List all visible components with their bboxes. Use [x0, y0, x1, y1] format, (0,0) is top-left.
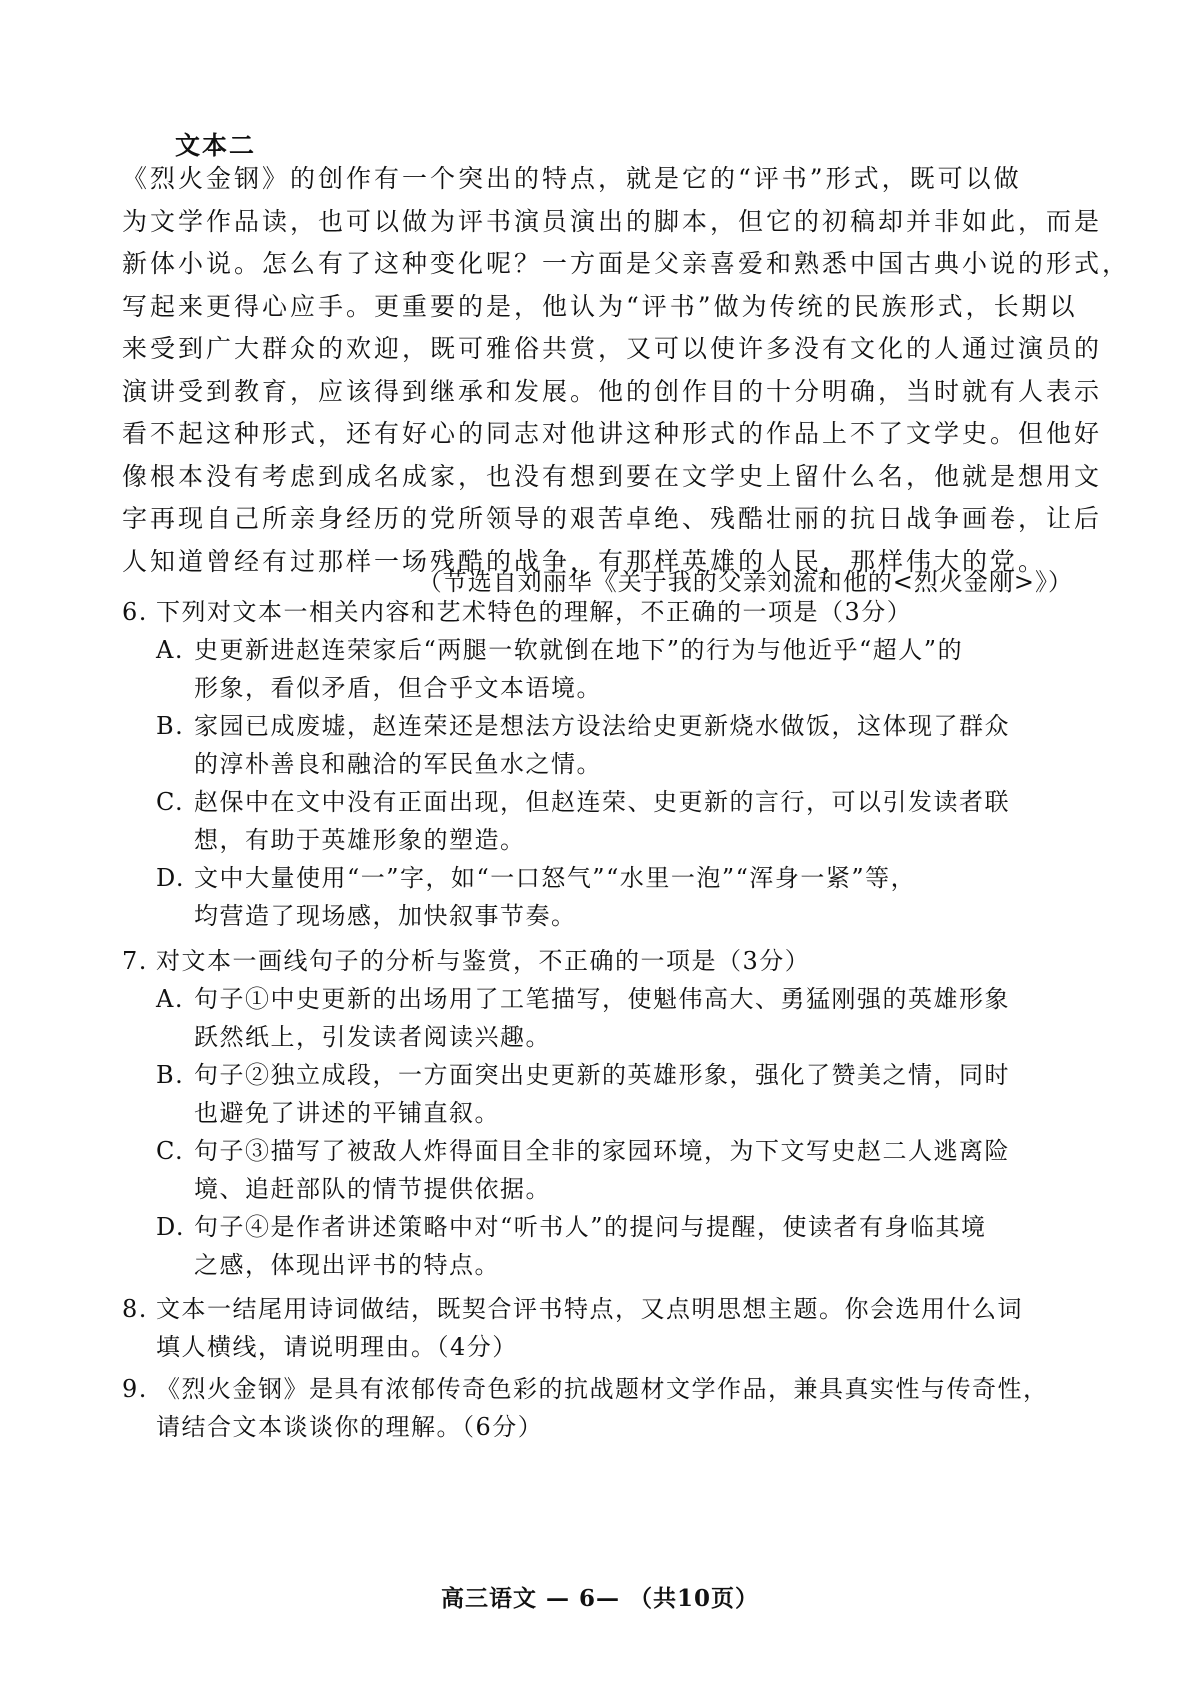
option-text: 句子④是作者讲述策略中对“听书人”的提问与提醒，使读者有身临其境: [194, 1213, 987, 1241]
passage-line: 人知道曾经有过那样一场残酷的战争，有那样英雄的人民，那样伟大的党。: [122, 546, 1047, 576]
option-text: 也避免了讲述的平铺直叙。: [194, 1099, 500, 1127]
passage-line: 新体小说。怎么有了这种变化呢？一方面是父亲喜爱和熟悉中国古典小说的形式，: [122, 249, 1131, 278]
passage-line: 写起来更得心应手。更重要的是，他认为“评书”做为传统的民族形式，长期以: [122, 291, 1078, 321]
passage-line: 像根本没有考虑到成名成家，也没有想到要在文学史上留什么名，他就是想用文: [122, 461, 1103, 491]
option-text: 跃然纸上，引发读者阅读兴趣。: [194, 1023, 551, 1051]
passage-line: 为文学作品读，也可以做为评书演员演出的脚本，但它的初稿却并非如此，而是: [122, 206, 1103, 236]
option-a: [156, 980, 1010, 1056]
question-stem: 请结合文本谈谈你的理解。（6分）: [156, 1413, 544, 1441]
question-6: [122, 593, 1010, 935]
question-number: 6.: [122, 598, 148, 626]
option-b: [156, 1056, 1010, 1132]
passage-line: 演讲受到教育，应该得到继承和发展。他的创作目的十分明确，当时就有人表示: [122, 376, 1103, 406]
option-text: 赵保中在文中没有正面出现，但赵连荣、史更新的言行，可以引发读者联: [194, 788, 1010, 816]
option-letter: D.: [156, 864, 186, 892]
section-heading: 文本二: [175, 131, 257, 160]
question-number: 9.: [122, 1375, 148, 1403]
passage-line: 字再现自己所亲身经历的党所领导的艰苦卓绝、残酷壮丽的抗日战争画卷，让后: [122, 504, 1103, 533]
passage-line: 来受到广大群众的欢迎，既可雅俗共赏，又可以使许多没有文化的人通过演员的: [122, 334, 1103, 363]
option-text: 句子③描写了被敌人炸得面目全非的家园环境，为下文写史赵二人逃离险: [194, 1137, 1010, 1165]
option-text: 想，有助于英雄形象的塑造。: [194, 826, 526, 854]
question-8: [122, 1290, 1023, 1366]
option-text: 句子②独立成段，一方面突出史更新的英雄形象，强化了赞美之情，同时: [194, 1061, 1010, 1089]
option-text: 形象，看似矛盾，但合乎文本语境。: [194, 674, 602, 702]
question-9: [122, 1370, 1049, 1446]
question-stem: 《烈火金钢》是具有浓郁传奇色彩的抗战题材文学作品，兼具真实性与传奇性，: [156, 1375, 1049, 1403]
option-letter: C.: [156, 1137, 185, 1165]
option-letter: A.: [156, 985, 184, 1013]
option-letter: C.: [156, 788, 185, 816]
option-text: 均营造了现场感，加快叙事节奏。: [194, 902, 577, 930]
option-text: 境、追赶部队的情节提供依据。: [194, 1175, 551, 1203]
option-a: [156, 631, 1010, 707]
option-text: 家园已成废墟，赵连荣还是想法方设法给史更新烧水做饭，这体现了群众: [194, 712, 1010, 740]
option-text: 之感，体现出评书的特点。: [194, 1251, 500, 1279]
passage-paragraph: [122, 158, 1131, 583]
question-stem: 下列对文本一相关内容和艺术特色的理解，不正确的一项是（3分）: [156, 598, 913, 626]
option-text: 句子①中史更新的出场用了工笔描写，使魁伟高大、勇猛刚强的英雄形象: [194, 985, 1010, 1013]
question-stem: 文本一结尾用诗词做结，既契合评书特点，又点明思想主题。你会选用什么词: [156, 1295, 1023, 1323]
option-letter: A.: [156, 636, 184, 664]
option-b: [156, 707, 1010, 783]
option-letter: B.: [156, 1061, 185, 1089]
passage-line: 看不起这种形式，还有好心的同志对他讲这种形式的作品上不了文学史。但他好: [122, 419, 1103, 448]
question-7: [122, 942, 1010, 1284]
option-c: [156, 1132, 1010, 1208]
option-text: 的淳朴善良和融洽的军民鱼水之情。: [194, 750, 602, 778]
option-d: [156, 1208, 1010, 1284]
passage-line: 《烈火金钢》的创作有一个突出的特点，就是它的“评书”形式，既可以做: [122, 164, 1022, 193]
question-stem: 对文本一画线句子的分析与鉴赏，不正确的一项是（3分）: [156, 947, 811, 975]
passage-source: （节选自刘丽华《关于我的父亲刘流和他的<烈火金刚>》）: [417, 568, 1073, 596]
option-text: 史更新进赵连荣家后“两腿一软就倒在地下”的行为与他近乎“超人”的: [194, 636, 964, 664]
option-c: [156, 783, 1010, 859]
question-number: 8.: [122, 1295, 148, 1323]
question-stem: 填人横线，请说明理由。（4分）: [156, 1333, 518, 1361]
option-letter: D.: [156, 1213, 186, 1241]
option-d: [156, 859, 1010, 935]
page-footer: 高三语文 — 6— （共10页）: [440, 1585, 760, 1612]
question-number: 7.: [122, 947, 148, 975]
option-letter: B.: [156, 712, 185, 740]
option-text: 文中大量使用“一”字，如“一口怒气”“水里一泡”“浑身一紧”等，: [194, 864, 917, 892]
